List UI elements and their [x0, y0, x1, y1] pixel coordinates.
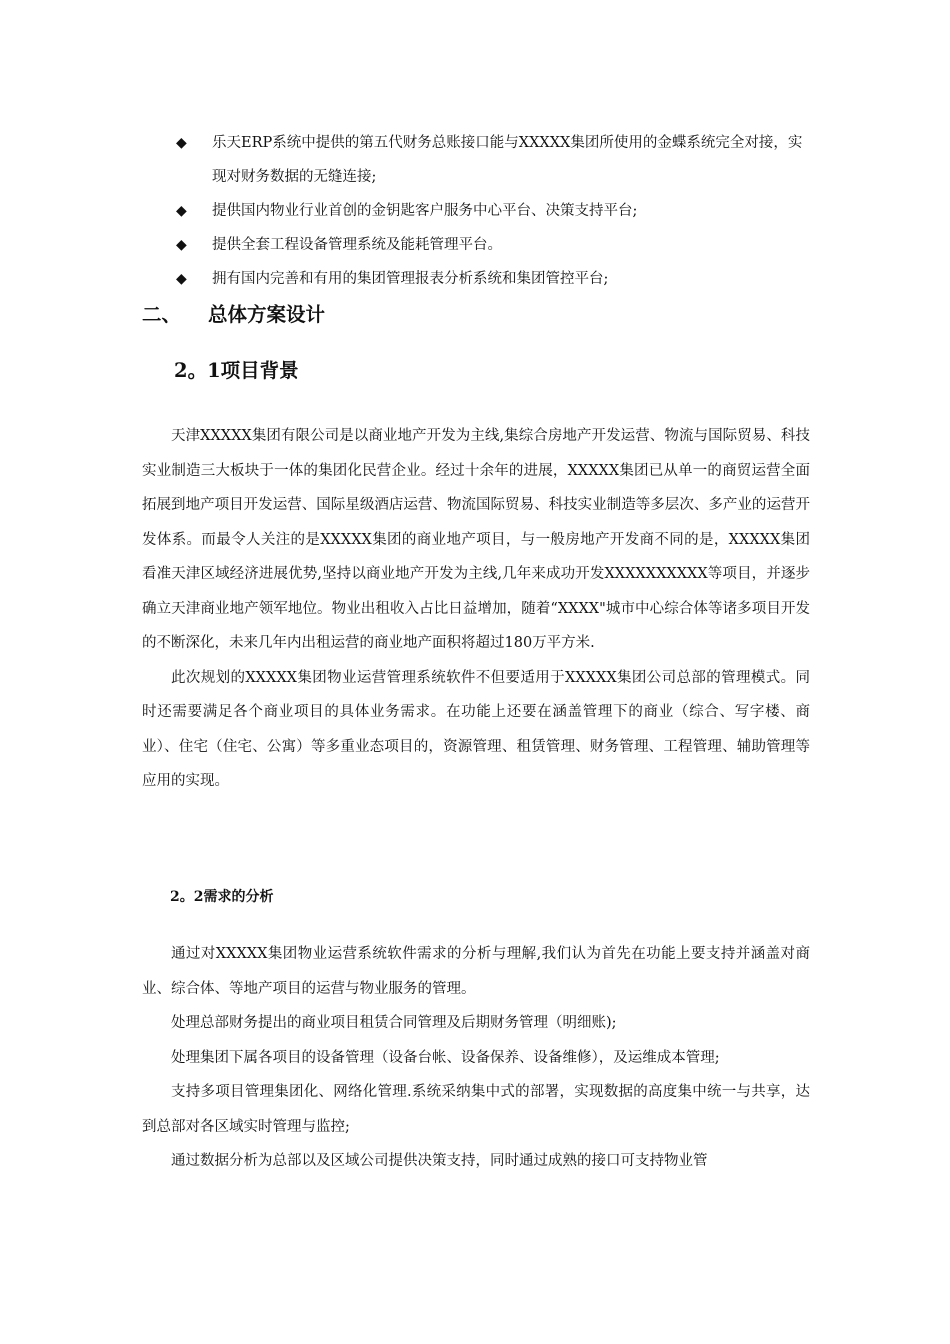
bullet-item — [176, 228, 816, 262]
requirements-body — [142, 937, 810, 1179]
paragraph: 此次规划的XXXXX集团物业运营管理系统软件不但要适用于XXXXX集团公司总部的管理模式。同时还需要满足各个商业项目的具体业务需求。在功能上还要在涵盖管理下的商业（综合、写字楼、商业）、住宅（住宅、公寓）等多重业态项目的，资源管理、租赁管理、财务管理、工程管理、辅助管理等应用的实现。 — [142, 669, 810, 789]
bullet-item — [176, 194, 816, 228]
bullet-text: 乐天ERP系统中提供的第五代财务总账接口能与XXXXX集团所使用的金蝶系统完全对接，实现对财务数据的无缝连接; — [212, 135, 803, 185]
feature-bullet-list — [176, 126, 816, 296]
diamond-bullet-icon: ◆ — [176, 237, 187, 253]
bullet-text: 拥有国内完善和有用的集团管理报表分析系统和集团管控平台; — [212, 271, 609, 287]
paragraph: 处理总部财务提出的商业项目租赁合同管理及后期财务管理（明细账); — [171, 1015, 617, 1031]
diamond-bullet-icon: ◆ — [176, 271, 187, 287]
background-body — [142, 419, 810, 799]
paragraph: 支持多项目管理集团化、网络化管理.系统采纳集中式的部署，实现数据的高度集中统一与共享，达到总部对各区域实时管理与监控; — [142, 1084, 810, 1135]
subsection-heading-requirements: 2。2需求的分析 — [170, 889, 274, 905]
bullet-item — [176, 262, 816, 296]
bullet-item — [176, 126, 816, 194]
bullet-text: 提供国内物业行业首创的金钥匙客户服务中心平台、决策支持平台; — [212, 203, 638, 219]
diamond-bullet-icon: ◆ — [176, 135, 187, 151]
section-heading — [142, 298, 325, 332]
paragraph: 天津XXXXX集团有限公司是以商业地产开发为主线,集综合房地产开发运营、物流与国际贸易、科技实业制造三大板块于一体的集团化民营企业。经过十余年的进展，XXXXX集团已从单一的商贸运营全面拓展到地产项目开发运营、国际星级酒店运营、物流国际贸易、科技实业制造等多层次、多产业的运营开发体系。而最令人关注的是XXXXX集团的商业地产项目，与一般房地产开发商不同的是，XXXXX集团看准天津区域经济进展优势,坚持以商业地产开发为主线,几年来成功开发XXXXXXXXXX等项目，并逐步确立天津商业地产领军地位。物业出租收入占比日益增加，随着“XXXX"城市中心综合体等诸多项目开发的不断深化，未来几年内出租运营的商业地产面积将超过180万平方米. — [142, 428, 810, 651]
bullet-text: 提供全套工程设备管理系统及能耗管理平台。 — [212, 237, 502, 253]
diamond-bullet-icon: ◆ — [176, 203, 187, 219]
subsection-heading-background: 2。1项目背景 — [174, 359, 299, 382]
paragraph: 通过数据分析为总部以及区域公司提供决策支持，同时通过成熟的接口可支持物业管 — [171, 1153, 708, 1169]
section-title: 总体方案设计 — [208, 303, 326, 326]
paragraph: 通过对XXXXX集团物业运营系统软件需求的分析与理解,我们认为首先在功能上要支持并涵盖对商业、综合体、等地产项目的运营与物业服务的管理。 — [142, 946, 810, 997]
section-number: 二、 — [142, 303, 182, 326]
paragraph: 处理集团下属各项目的设备管理（设备台帐、设备保养、设备维修），及运维成本管理; — [171, 1049, 720, 1066]
